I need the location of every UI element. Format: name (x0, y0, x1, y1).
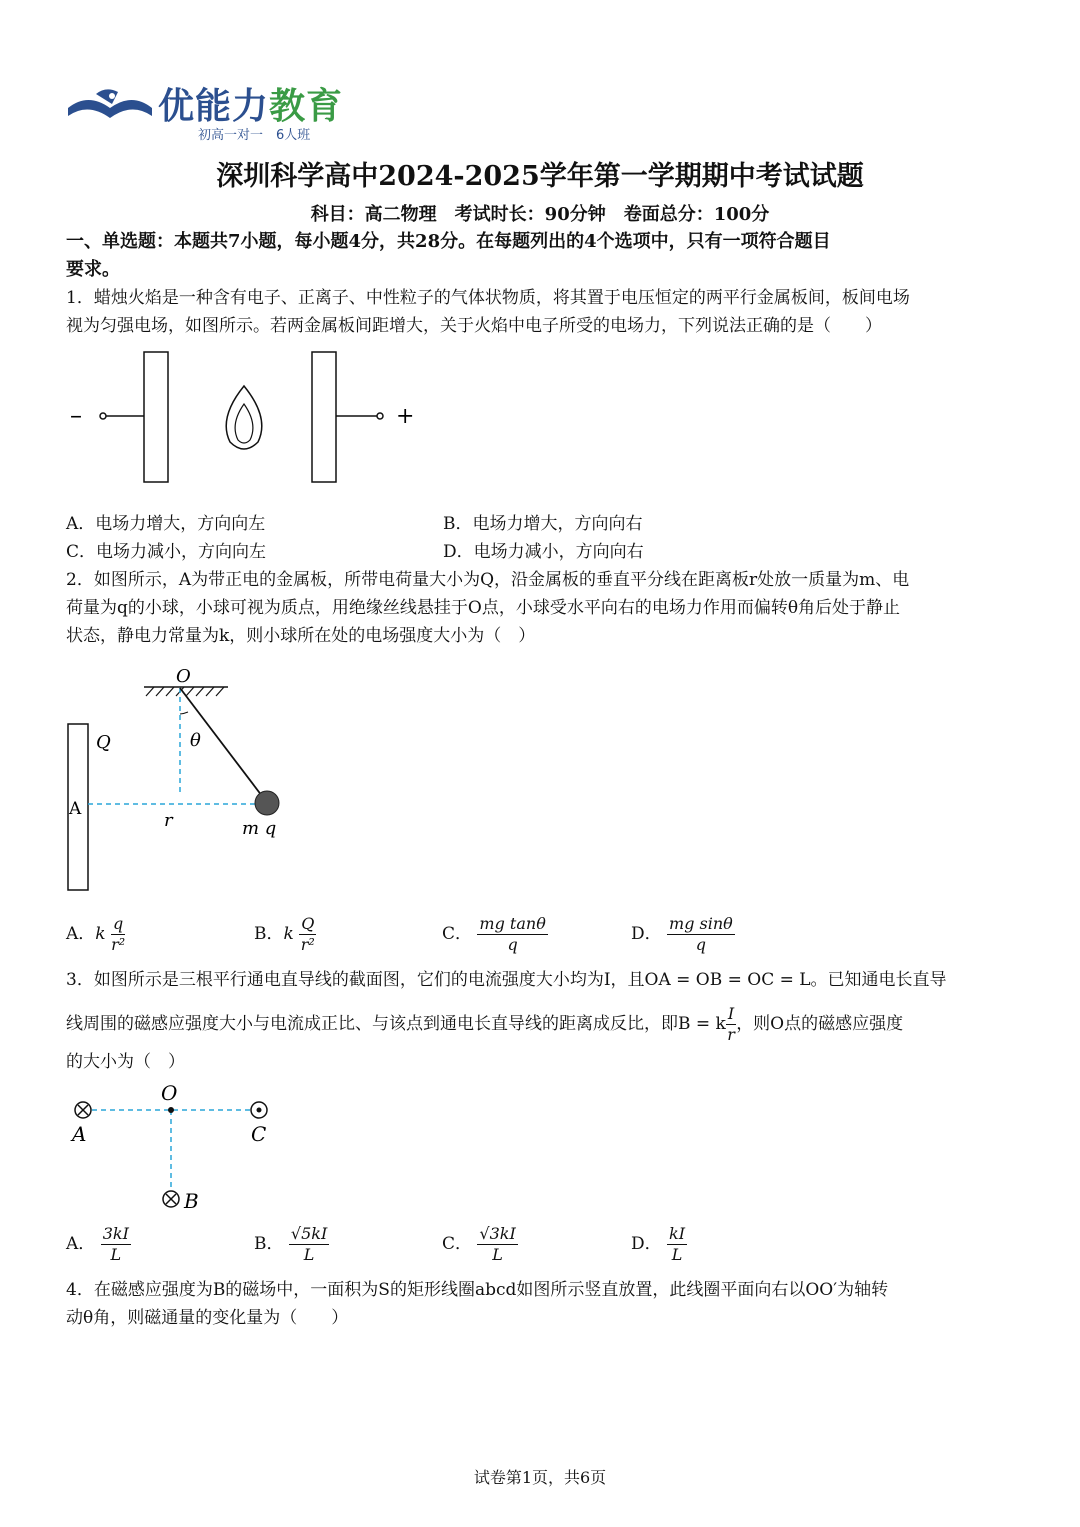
logo-book-icon (66, 86, 154, 130)
label-mq: m q (242, 818, 277, 839)
charged-ball (255, 791, 279, 815)
question-2-figure (66, 662, 296, 894)
question-2-line-3: 状态，静电力常量为k，则小球所在处的电场强度大小为（ ） (66, 626, 536, 646)
label-r: r (164, 810, 173, 831)
current-into-page-icon (75, 1102, 91, 1118)
q3-option-b: B． $\frac{√5kI}{L}$ (254, 1224, 328, 1264)
q2-option-b: B．k $\frac{Q}{\text{r²}}$ (254, 914, 315, 954)
question-4-line-2: 动θ角，则磁通量的变化量为（ ） (66, 1308, 349, 1328)
section-line-2: 要求。 (66, 259, 120, 280)
logo-tagline: 初高一对一 6人班 (198, 128, 311, 143)
label-A: A (72, 1122, 87, 1146)
question-1-text (66, 284, 1026, 340)
q2-option-a: A．k $\frac{q}{\text{r²}}$ (66, 914, 126, 954)
q1-option-a: A．电场力增大，方向向左 (66, 514, 266, 534)
label-O: O (161, 1081, 178, 1105)
logo-name-a: 优能力 (158, 86, 270, 127)
minus-sign: – (70, 401, 82, 429)
left-plate (144, 352, 168, 482)
plus-sign: + (396, 404, 415, 429)
page-footer: 试卷第1页，共6页 (473, 1468, 607, 1487)
label-B: B (184, 1189, 199, 1213)
q2-option-c: C． $\frac{\text{mg tanθ}}{q}$ (442, 914, 546, 954)
q3-option-d: D． $\frac{kI}{L}$ (631, 1224, 686, 1264)
label-C: C (251, 1122, 267, 1146)
section-line-1: 一、单选题：本题共7小题，每小题4分，共28分。在每题列出的4个选项中，只有一项符合题目 (66, 231, 831, 252)
current-into-page-icon (163, 1191, 179, 1207)
current-out-of-page-icon (251, 1102, 267, 1118)
question-3-line-2: 线周围的磁感应强度大小与电流成正比、与该点到通电长直导线的距离成反比，即B = k $\frac{I}{r}$ ，则O点的磁感应强度 (66, 1004, 904, 1044)
label-O: O (176, 666, 191, 687)
right-plate (312, 352, 336, 482)
q1-option-c: C．电场力减小，方向向左 (66, 542, 267, 562)
label-Q: Q (96, 732, 111, 753)
question-3-line-3: 的大小为（ ） (66, 1052, 185, 1072)
question-4-line-1: 4．在磁感应强度为B的磁场中，一面积为S的矩形线圈abcd如图所示竖直放置，此线圈平面向右以OO′为轴转 (66, 1280, 889, 1300)
q1-option-d: D．电场力减小，方向向右 (443, 542, 644, 562)
label-theta: θ (190, 730, 201, 751)
question-1-line-1: 1．蜡烛火焰是一种含有电子、正离子、中性粒子的气体状物质，将其置于电压恒定的两平行金属板间，板间电场 (66, 288, 910, 308)
page-subtitle: 科目：高二物理 考试时长：90分钟 卷面总分：100分 (310, 204, 770, 225)
candle-flame-icon (226, 386, 262, 449)
question-1-figure (66, 348, 426, 488)
page-title: 深圳科学高中2024-2025学年第一学期期中考试试题 (216, 161, 864, 192)
section-header (66, 228, 1026, 284)
question-2-line-1: 2．如图所示，A为带正电的金属板，所带电荷量大小为Q，沿金属板的垂直平分线在距离板r处放一质量为m、电 (66, 570, 910, 590)
q1-option-b: B．电场力增大，方向向右 (443, 514, 643, 534)
q2-option-d: D． $\frac{\text{mg sinθ}}{q}$ (631, 914, 733, 954)
question-3-line-1: 3．如图所示是三根平行通电直导线的截面图，它们的电流强度大小均为I，且OA = OB = OC = L。已知通电长直导 (66, 970, 947, 990)
logo (66, 78, 366, 144)
q3-option-c: C． $\frac{√3kI}{L}$ (442, 1224, 516, 1264)
label-A: A (69, 799, 82, 819)
q3-option-a: A． $\frac{3kI}{L}$ (66, 1224, 129, 1264)
question-2-line-2: 荷量为q的小球，小球可视为质点，用绝缘丝线悬挂于O点，小球受水平向右的电场力作用而偏转θ角后处于静止 (66, 598, 901, 618)
logo-name-b: 教育 (269, 86, 344, 127)
question-2-text (66, 566, 1026, 650)
question-4-text (66, 1276, 1026, 1332)
question-1-line-2: 视为匀强电场，如图所示。若两金属板间距增大，关于火焰中电子所受的电场力，下列说法正确的是（ ） (66, 316, 882, 336)
question-3-figure (66, 1078, 286, 1216)
